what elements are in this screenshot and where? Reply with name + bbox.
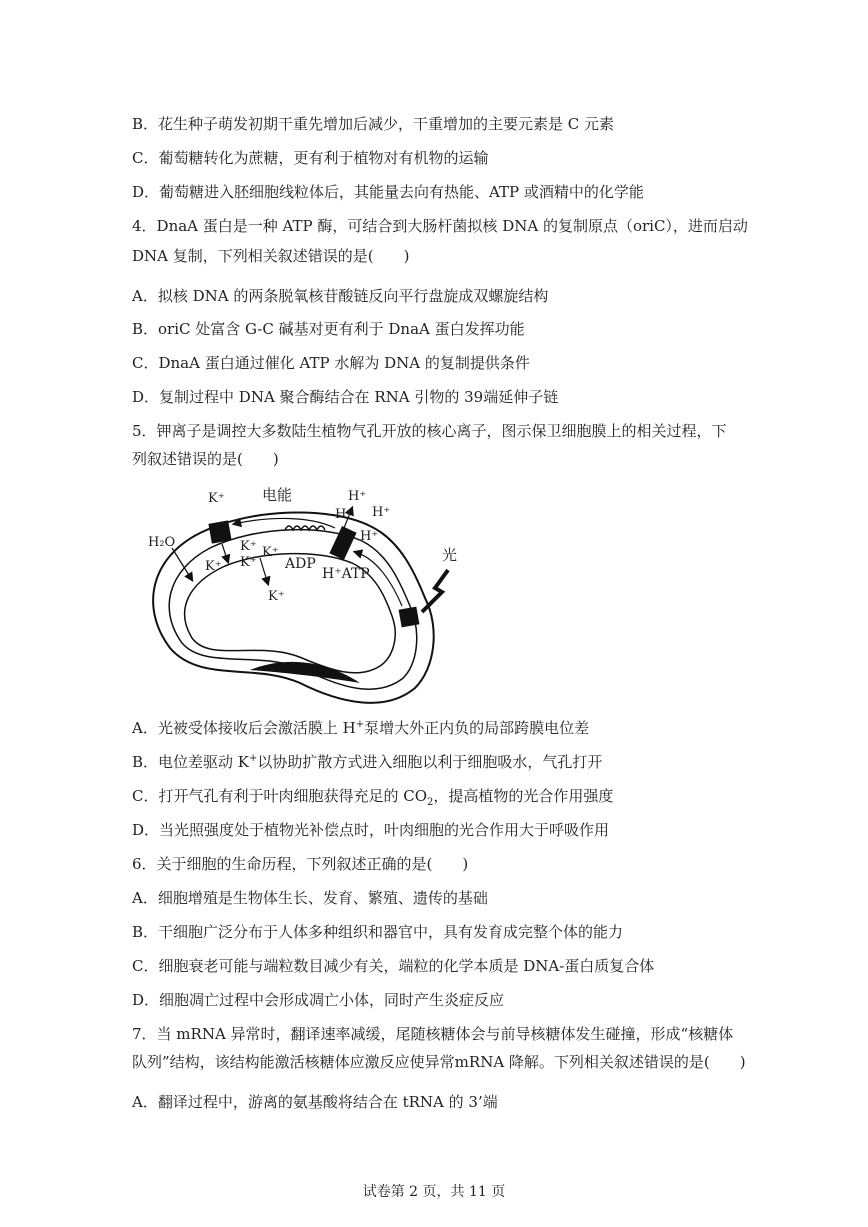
q4-option-d: D．复制过程中 DNA 聚合酶结合在 RNA 引物的 39端延伸子链: [132, 388, 559, 406]
label-h-top1: H⁺: [348, 489, 367, 504]
q5-option-c-sub: 2: [427, 797, 434, 808]
outer-cell-membrane: [153, 512, 434, 702]
light-receptor: [399, 607, 420, 628]
label-h-top2: H⁺: [335, 507, 354, 522]
label-h2o: H₂O: [148, 535, 176, 550]
q5-stem-line2: 列叙述错误的是( ): [132, 450, 279, 468]
q5-option-b-pre: B．电位差驱动 K: [132, 753, 249, 771]
arrow-h2o-in: [172, 548, 192, 580]
label-k-in1: K⁺: [240, 539, 257, 554]
q4-option-c: C．DnaA 蛋白通过催化 ATP 水解为 DNA 的复制提供条件: [132, 354, 530, 372]
arrow-k-down: [260, 558, 268, 584]
q5-option-a-pre: A．光被受体接收后会激活膜上 H: [132, 719, 356, 737]
q5-option-b-post: 以协助扩散方式进入细胞以利于细胞吸水，气孔打开: [257, 753, 603, 771]
q6-option-d: D．细胞凋亡过程中会形成凋亡小体，同时产生炎症反应: [132, 991, 505, 1009]
q5-option-c-post: ，提高植物的光合作用强度: [433, 787, 614, 805]
q4-option-b: B．oriC 处富含 G-C 碱基对更有利于 DnaA 蛋白发挥功能: [132, 320, 525, 338]
q7-stem-line2: 队列”结构，该结构能激活核糖体应激反应使异常mRNA 降解。下列相关叙述错误的是( ): [132, 1053, 746, 1071]
q7-option-a: A．翻译过程中，游离的氨基酸将结合在 tRNA 的 3’端: [132, 1093, 498, 1111]
label-k-bottom: K⁺: [268, 589, 285, 604]
k-channel: [208, 520, 231, 543]
label-light: 光: [442, 546, 458, 564]
label-k-in4: K⁺: [205, 559, 222, 574]
label-h-right: H⁺: [372, 505, 391, 520]
page-footer: 试卷第 2 页，共 11 页: [362, 1184, 506, 1200]
q6-option-b: B．干细胞广泛分布于人体多种组织和器官中，具有发育成完整个体的能力: [132, 923, 624, 941]
q3-option-c: C．葡萄糖转化为蔗糖，更有利于植物对有机物的运输: [132, 149, 489, 167]
q5-option-b-sup: +: [249, 753, 258, 764]
q4-stem-line1: 4．DnaA 蛋白是一种 ATP 酶，可结合到大肠杆菌拟核 DNA 的复制原点（oriC），进而启动: [132, 217, 748, 235]
q5-option-a: [132, 718, 742, 738]
q3-option-b: B．花生种子萌发初期干重先增加后减少，干重增加的主要元素是 C 元素: [132, 115, 615, 133]
h-pump: [329, 526, 356, 560]
q3-option-d: D．葡萄糖进入胚细胞线粒体后，其能量去向有热能、ATP 或酒精中的化学能: [132, 183, 644, 201]
q5-option-d: D．当光照强度处于植物光补偿点时，叶肉细胞的光合作用大于呼吸作用: [132, 821, 610, 839]
q6-option-a: A．细胞增殖是生物体生长、发育、繁殖、遗传的基础: [132, 889, 488, 907]
q6-option-c: C．细胞衰老可能与端粒数目减少有关，端粒的化学本质是 DNA-蛋白质复合体: [132, 957, 655, 975]
label-electric-energy: 电能: [262, 486, 293, 504]
label-h-mid: H⁺: [360, 529, 379, 544]
arrow-k-in: [222, 544, 228, 562]
q5-option-c: [132, 786, 742, 806]
light-zigzag: [422, 570, 448, 612]
label-k-top: K⁺: [208, 491, 225, 506]
q5-option-b: [132, 752, 742, 772]
label-atp: H⁺ATP: [322, 566, 370, 582]
q7-stem-line1: 7．当 mRNA 异常时，翻译速率减缓，尾随核糖体会与前导核糖体发生碰撞，形成“核糖体: [132, 1025, 734, 1043]
q4-stem-line2: DNA 复制，下列相关叙述错误的是( ): [132, 247, 410, 265]
q4-option-a: A．拟核 DNA 的两条脱氧核苷酸链反向平行盘旋成双螺旋结构: [132, 287, 549, 305]
q5-option-c-pre: C．打开气孔有利于叶肉细胞获得充足的 CO: [132, 787, 428, 805]
q6-stem: 6．关于细胞的生命历程，下列叙述正确的是( ): [132, 855, 469, 873]
label-k-in2: K⁺: [262, 545, 279, 560]
q5-stem-line1: 5．钾离子是调控大多数陆生植物气孔开放的核心离子，图示保卫细胞膜上的相关过程，下: [132, 422, 727, 440]
q5-option-a-sup: +: [355, 719, 365, 730]
q5-option-a-post: 泵增大外正内负的局部跨膜电位差: [364, 719, 590, 737]
guard-cell-diagram: [130, 478, 470, 718]
label-k-in3: K⁺: [240, 555, 257, 570]
label-adp: ADP: [285, 556, 316, 572]
